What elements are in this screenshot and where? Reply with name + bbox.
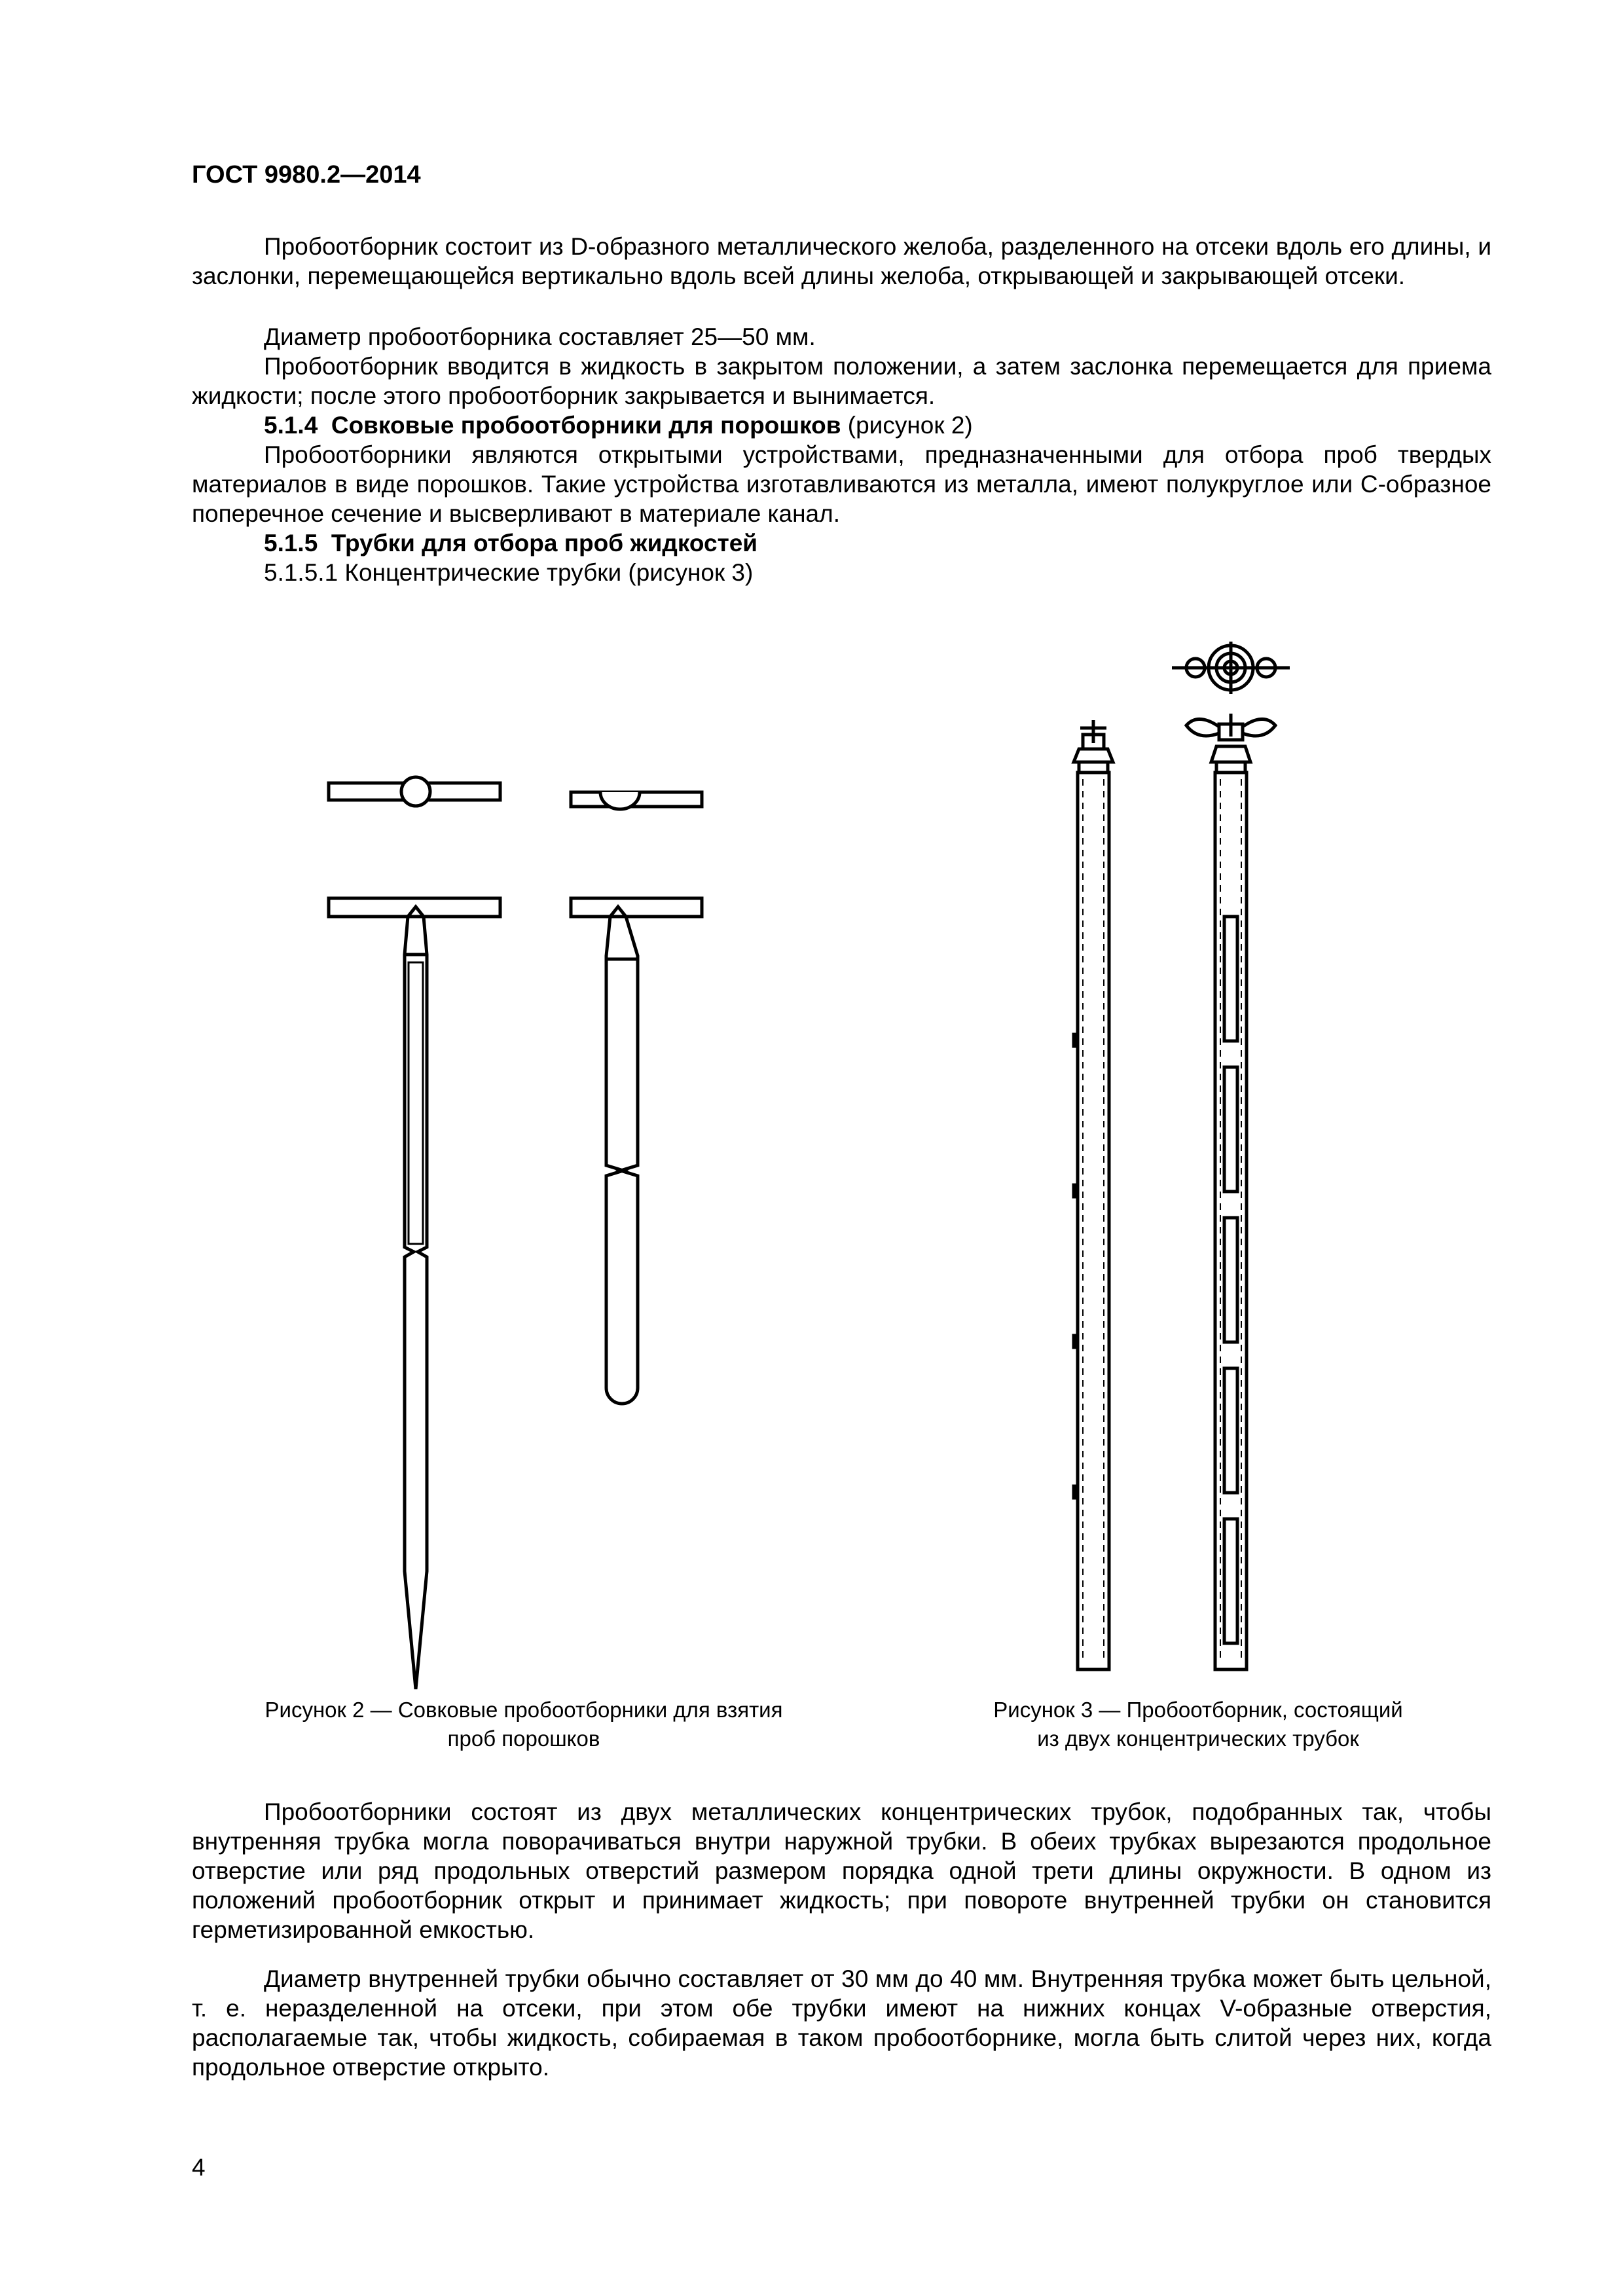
figure-2-caption: [216, 1696, 831, 1753]
section-title: Совковые пробоотборники для порошков: [331, 412, 841, 439]
caption-line: Рисунок 2 — Совковые пробоотборники для взятия: [264, 1698, 783, 1722]
sampler-left-section-view: [329, 777, 500, 806]
sampler-right: [571, 898, 702, 1404]
paragraph-sampler-procedure: Пробоотборник вводится в жидкость в закрытом положении, а затем заслонка перемещается для приема жидкости; после этого пробоотборник закрывается и вынимается.: [192, 353, 1491, 409]
figure-2-drawing: [314, 759, 733, 1702]
caption-line: Рисунок 3 — Пробоотборник, состоящий: [993, 1698, 1403, 1722]
caption-line: из двух концентрических трубок: [1037, 1726, 1359, 1751]
paragraph-trough-sampler: Пробоотборник состоит из D-образного металлического желоба, разделенного на отсеки вдоль его длины, и заслонки, перемещающейся вертикально вдоль всей длины желоба, открывающей и закрывающей отсеки.: [192, 233, 1491, 289]
section-number: 5.1.5: [264, 530, 318, 556]
document-header: ГОСТ 9980.2—2014: [192, 161, 421, 189]
figure-3-drawing: [1041, 629, 1322, 1689]
figure-3-caption: [917, 1696, 1480, 1753]
paragraph-concentric-tubes: Пробоотборники состоят из двух металлических концентрических трубок, подобранных так, чтобы внутренняя трубка могла поворачиваться внутри наружной трубки. В обеих трубках вырезаются продольное отверстие или ряд продольных отверстий размером порядка одной трети длины окружности. В одном из положений пробоотборник открыт и принимает жидкость; при повороте внутренней трубки он становится герметизированной емкостью.: [192, 1798, 1491, 1943]
paragraph-diameter: Диаметр пробоотборника составляет 25—50 мм.: [264, 323, 816, 350]
paragraph-scoop-samplers: Пробоотборники являются открытыми устройствами, предназначенными для отбора проб твердых материалов в виде порошков. Такие устройства изготавливаются из металла, имеют полукруглое или С-образное поперечное сечение и высверливают в материале канал.: [192, 441, 1491, 527]
tube-front-view: [1172, 642, 1290, 1669]
caption-line: проб порошков: [447, 1726, 600, 1751]
section-5-1-5-heading: [264, 528, 757, 558]
tube-side-view: [1074, 720, 1113, 1669]
page-number: 4: [192, 2154, 206, 2181]
figure-reference: (рисунок 2): [847, 412, 973, 439]
section-5-1-4-heading: [264, 410, 973, 440]
section-title: Трубки для отбора проб жидкостей: [331, 530, 758, 556]
section-5-1-5-1-heading: 5.1.5.1 Концентрические трубки (рисунок 3): [264, 559, 754, 586]
paragraph-inner-tube-diameter: Диаметр внутренней трубки обычно составляет от 30 мм до 40 мм. Внутренняя трубка может быть цельной, т. е. неразделенной на отсеки, при этом обе трубки имеют на нижних концах V-образные отверстия, располагаемые так, чтобы жидкость, собираемая в таком пробоотборнике, могла быть слитой через них, когда продольное отверстие открыто.: [192, 1965, 1491, 2081]
sampler-left: [329, 898, 500, 1689]
section-number: 5.1.4: [264, 412, 318, 439]
sampler-right-section-view: [571, 792, 702, 809]
